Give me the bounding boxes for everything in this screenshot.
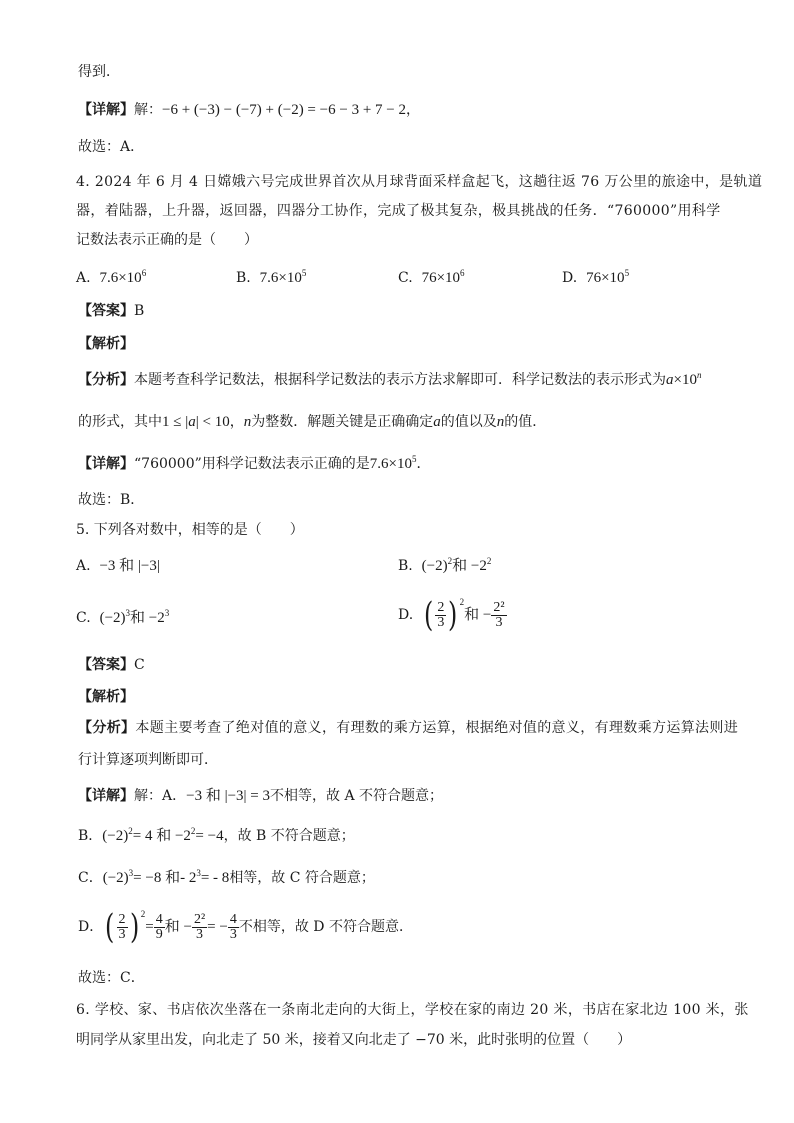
math-expression: = — [145, 919, 154, 935]
q5-option-c — [76, 608, 169, 628]
text: 故选：C． — [78, 970, 145, 986]
math-expression: 76×10 — [421, 270, 461, 286]
q4-option-a — [76, 268, 146, 288]
q4-answer-line — [78, 301, 144, 321]
math-expression: −3 和 |−3| = 3 — [186, 788, 271, 804]
exponent: 2 — [459, 597, 465, 607]
q5-option-b — [398, 556, 491, 576]
text: 本题考查科学记数法，根据科学记数法的表示方法求解即可．科学记数法的表示形式为 — [134, 372, 666, 388]
text: 不相等，故 D 不符合题意． — [238, 919, 413, 935]
exponent: 6 — [141, 268, 147, 278]
question-4-line-1 — [76, 172, 762, 192]
fraction — [117, 913, 128, 942]
text: 不相等，故 A 不符合题意； — [270, 788, 444, 804]
text: 的值． — [504, 414, 547, 430]
right-paren: ) — [129, 907, 139, 947]
detail-line — [78, 100, 420, 120]
math-expression: −6 + (−3) − (−7) + (−2) = −6 − 3 + 7 − 2 — [162, 102, 406, 118]
q5-option-a — [76, 556, 160, 576]
numerator: 2² — [193, 911, 206, 927]
q4-option-b — [236, 268, 306, 288]
q5-fenxi-line-2 — [78, 750, 218, 770]
question-4-line-2 — [76, 201, 721, 221]
fraction — [228, 913, 239, 942]
denominator: 3 — [495, 614, 503, 630]
text: ，故 B 不符合题意； — [223, 828, 355, 844]
fraction — [154, 913, 165, 942]
math-expression: 和 −2 — [130, 610, 165, 626]
text: ． — [416, 456, 431, 472]
q5-detail-a — [78, 786, 443, 806]
text: 6. 学校、家、书店依次坐落在一条南北走向的大街上，学校在家的南边 20 米，书店在家北边 100 米，张 — [76, 1002, 749, 1018]
math-expression: (−2) — [102, 828, 129, 844]
exponent: 2 — [190, 826, 196, 836]
left-paren: ( — [424, 595, 434, 635]
q5-detail-c — [78, 868, 375, 888]
q4-option-d — [562, 268, 629, 288]
q5-detail-d — [78, 907, 413, 947]
q4-analysis-heading — [78, 334, 134, 354]
exponent: 6 — [460, 268, 465, 278]
answer-label: 【答案】 — [78, 303, 134, 319]
math-expression: = 4 和 −2 — [132, 828, 191, 844]
text: 相等，故 C 符合题意； — [229, 870, 375, 886]
text: 器，着陆器，上升器，返回器，四器分工协作，完成了极其复杂，极具挑战的任务．“760000”用科学 — [76, 203, 721, 219]
denominator: 3 — [118, 926, 126, 942]
q4-detail-line — [78, 454, 430, 474]
math-expression: −3 和 |−3| — [99, 558, 160, 574]
text: 5. 下列各对数中，相等的是（ ） — [76, 522, 304, 538]
math-expression: = −8 和- 2 — [133, 870, 197, 886]
text: 解：A． — [134, 788, 187, 804]
text: 的值以及 — [440, 414, 497, 430]
numerator: 2 — [437, 599, 445, 615]
math-expression: = - 8 — [200, 870, 230, 886]
text: 解： — [134, 102, 162, 118]
analysis-label: 【解析】 — [78, 689, 134, 705]
denominator: 3 — [437, 614, 445, 630]
option-label: A. — [76, 270, 91, 286]
q4-option-c — [398, 268, 465, 288]
exponent: 2 — [140, 909, 146, 919]
right-paren: ) — [448, 595, 458, 635]
math-var: n — [496, 414, 505, 430]
exponent: 2 — [486, 556, 492, 566]
q5-option-d — [398, 595, 507, 635]
text: B． — [78, 828, 103, 844]
math-expression: (−2) — [102, 870, 129, 886]
text: 得到． — [78, 64, 120, 80]
text: D． — [78, 919, 104, 935]
fenxi-label: 【分析】 — [78, 372, 134, 388]
exponent: 3 — [125, 608, 131, 618]
math-var: n — [243, 414, 252, 430]
text: 的形式，其中 — [78, 414, 162, 430]
math-expression: | < 10 — [195, 414, 230, 430]
exponent: 5 — [624, 268, 630, 278]
text: 本题主要考查了绝对值的意义，有理数的乘方运算，根据绝对值的意义，有理数乘方运算法则进 — [135, 720, 739, 736]
exponent: 3 — [164, 608, 170, 618]
math-expression: (−2) — [421, 558, 448, 574]
answer-value: C — [134, 657, 145, 673]
text: ， — [229, 414, 244, 430]
detail-label: 【详解】 — [78, 456, 134, 472]
math-expression: 76×10 — [586, 270, 625, 286]
question-5-title — [76, 520, 304, 540]
text-line — [78, 62, 120, 82]
text: 4. 2024 年 6 月 4 日嫦娥六号完成世界首次从月球背面采样盒起飞，这趟往返 76 万公里的旅途中，是轨道 — [76, 174, 763, 190]
fraction — [192, 913, 207, 942]
left-paren: ( — [105, 907, 115, 947]
math-expression: 和 −2 — [452, 558, 487, 574]
numerator: 4 — [155, 911, 163, 927]
denominator: 3 — [196, 926, 204, 942]
math-expression: 1 ≤ | — [162, 414, 189, 430]
math-var: a — [666, 372, 674, 388]
text: 故选：B． — [78, 492, 145, 508]
exponent: 3 — [196, 868, 201, 878]
option-label: B. — [236, 270, 251, 286]
numerator: 2² — [493, 599, 505, 615]
fenxi-label: 【分析】 — [78, 720, 136, 736]
answer-value: B — [134, 303, 145, 319]
analysis-label: 【解析】 — [78, 336, 134, 352]
text: 行计算逐项判断即可． — [78, 752, 218, 768]
q5-analysis-heading — [78, 687, 134, 707]
option-label: C. — [398, 270, 413, 286]
detail-label: 【详解】 — [78, 102, 134, 118]
q4-fenxi-line-1 — [78, 370, 701, 390]
q5-answer-line — [78, 655, 145, 675]
exponent: n — [696, 370, 702, 380]
exponent: 5 — [301, 268, 307, 278]
option-label: D. — [562, 270, 578, 286]
exponent: 5 — [411, 454, 417, 464]
numerator: 4 — [229, 911, 237, 927]
option-label: A. — [76, 558, 91, 574]
math-var: a — [433, 414, 441, 430]
math-var: a — [188, 414, 196, 430]
math-expression: = − — [207, 919, 228, 935]
math-expression: = −4 — [195, 828, 224, 844]
exponent: 2 — [128, 826, 133, 836]
exponent: 3 — [128, 868, 134, 878]
choose-line — [78, 137, 144, 157]
fraction — [435, 601, 446, 630]
text: C． — [78, 870, 103, 886]
math-expression: 和 − — [164, 919, 192, 935]
text: 为整数．解题关键是正确确定 — [251, 414, 434, 430]
text: “760000”用科学记数法表示正确的是 — [134, 456, 370, 472]
exponent: 2 — [447, 556, 453, 566]
q5-detail-b — [78, 826, 355, 846]
math-expression: 7.6×10 — [259, 270, 302, 286]
denominator: 3 — [229, 926, 237, 942]
detail-label: 【详解】 — [78, 788, 134, 804]
text: 明同学从家里出发，向北走了 50 米，接着又向北走了 −70 米，此时张明的位置（ ） — [76, 1032, 632, 1048]
q5-fenxi-line-1 — [78, 718, 738, 738]
question-6-line-2 — [76, 1030, 631, 1050]
math-expression: 7.6×10 — [99, 270, 142, 286]
text: 记数法表示正确的是（ ） — [76, 232, 258, 248]
answer-label: 【答案】 — [78, 657, 134, 673]
numerator: 2 — [118, 911, 126, 927]
option-label: C. — [76, 610, 91, 626]
math-expression: 7.6×10 — [369, 456, 412, 472]
q4-fenxi-line-2 — [78, 412, 546, 432]
math-expression: (−2) — [99, 610, 126, 626]
math-expression: 和 − — [464, 607, 492, 623]
text: ， — [405, 102, 420, 118]
denominator: 9 — [155, 926, 163, 942]
option-label: B. — [398, 558, 413, 574]
option-label: D. — [398, 607, 414, 623]
text: 故选：A． — [78, 139, 145, 155]
math-expression: ×10 — [673, 372, 697, 388]
question-6-line-1 — [76, 1000, 749, 1020]
q4-choose-line — [78, 490, 144, 510]
question-4-line-3 — [76, 230, 258, 250]
q5-choose-line — [78, 968, 145, 988]
fraction — [491, 601, 506, 630]
